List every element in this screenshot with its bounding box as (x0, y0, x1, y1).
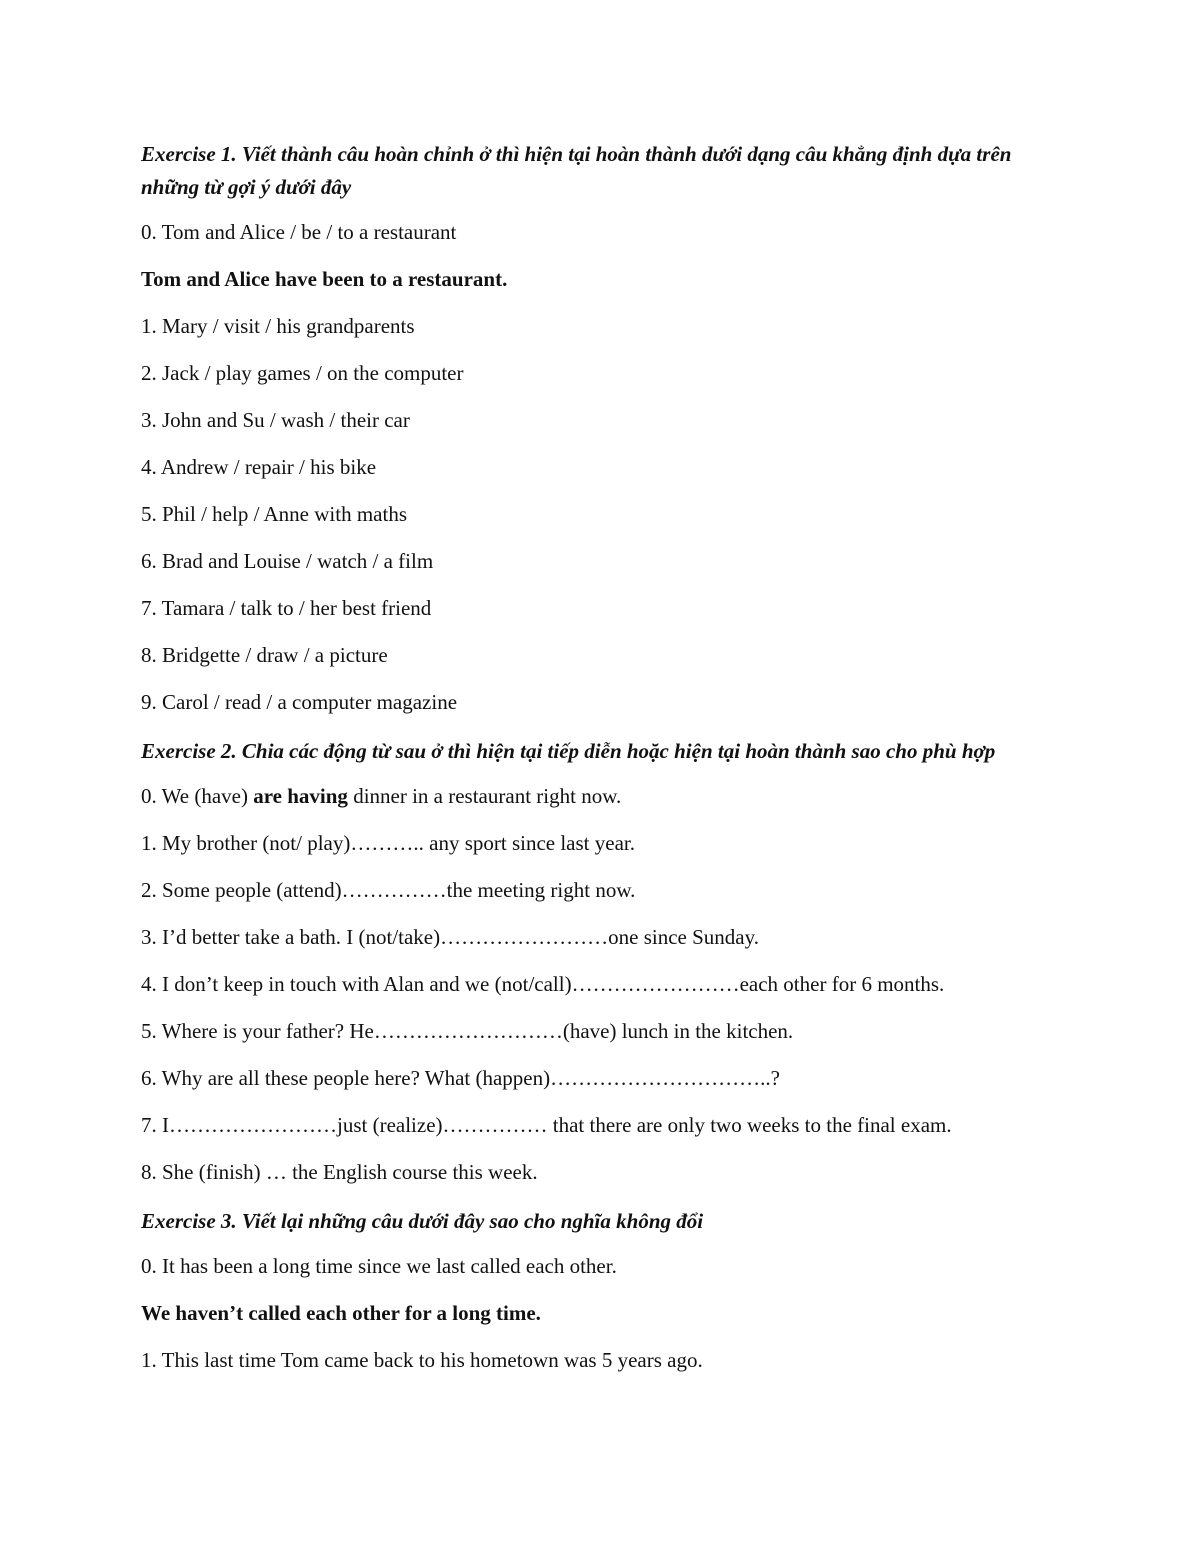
exercise-1-item: 5. Phil / help / Anne with maths (141, 502, 407, 526)
exercise-1-example: 0. Tom and Alice / be / to a restaurant (141, 220, 457, 244)
exercise-2-item: 7. I……………………just (realize)…………… that there are only two weeks to the final exam. (141, 1113, 952, 1137)
document-content (141, 138, 1071, 1393)
exercise-1-item: 4. Andrew / repair / his bike (141, 455, 377, 479)
exercise-2-item: 2. Some people (attend)……………the meeting right now. (141, 878, 636, 902)
exercise-3-example-answer: We haven’t called each other for a long time. (141, 1301, 541, 1325)
exercise-2-item: 8. She (finish) … the English course this week. (141, 1160, 538, 1184)
exercise-2-example-prefix: 0. We (have) (141, 784, 254, 808)
exercise-1-item: 6. Brad and Louise / watch / a film (141, 549, 434, 573)
exercise-2-example (141, 782, 1071, 810)
exercise-2-item: 4. I don’t keep in touch with Alan and we (not/call)……………………each other for 6 months. (141, 972, 945, 996)
exercise-3-example: 0. It has been a long time since we last called each other. (141, 1254, 617, 1278)
exercise-1-item: 7. Tamara / talk to / her best friend (141, 596, 432, 620)
exercise-3-item: 1. This last time Tom came back to his hometown was 5 years ago. (141, 1348, 703, 1372)
exercise-1-item: 3. John and Su / wash / their car (141, 408, 410, 432)
exercise-2-heading: Exercise 2. Chia các động từ sau ở thì hiện tại tiếp diễn hoặc hiện tại hoàn thành sao cho phù hợp (141, 739, 996, 763)
exercise-1-item: 9. Carol / read / a computer magazine (141, 690, 458, 714)
exercise-2-example-suffix: dinner in a restaurant right now. (347, 784, 622, 808)
exercise-1-item: 2. Jack / play games / on the computer (141, 361, 464, 385)
exercise-2-item: 3. I’d better take a bath. I (not/take)……………………one since Sunday. (141, 925, 759, 949)
exercise-2-item: 5. Where is your father? He………………………(have) lunch in the kitchen. (141, 1019, 794, 1043)
exercise-1-item: 8. Bridgette / draw / a picture (141, 643, 388, 667)
exercise-2-item: 6. Why are all these people here? What (happen)…………………………..? (141, 1066, 780, 1090)
exercise-1-heading: Exercise 1. Viết thành câu hoàn chỉnh ở thì hiện tại hoàn thành dưới dạng câu khẳng định dựa trên những từ gợi ý dưới đây (141, 142, 1012, 199)
exercise-2-item: 1. My brother (not/ play)……….. any sport since last year. (141, 831, 635, 855)
exercise-1-example-answer: Tom and Alice have been to a restaurant. (141, 267, 508, 291)
exercise-2-example-answer: are having (253, 784, 348, 808)
exercise-1-item: 1. Mary / visit / his grandparents (141, 314, 415, 338)
exercise-3-heading: Exercise 3. Viết lại những câu dưới đây sao cho nghĩa không đổi (141, 1209, 704, 1233)
